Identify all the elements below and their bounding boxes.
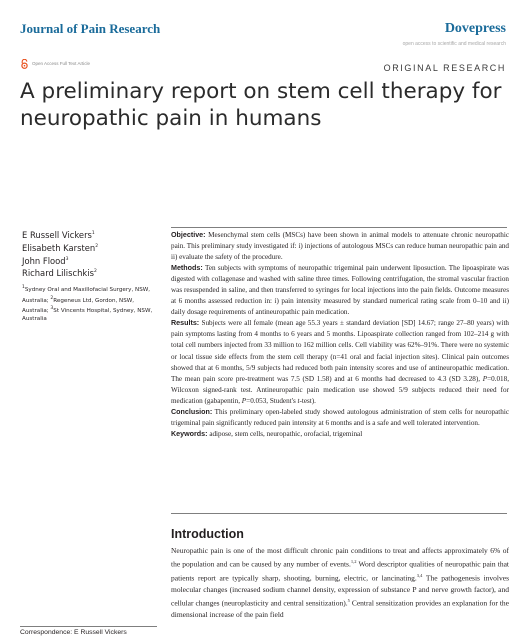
abstract [171, 230, 509, 440]
publisher-tagline: open access to scientific and medical research [402, 41, 506, 47]
affiliation-text: $^1$Sydney Oral and Maxillofacial Surgery, NSW, Australia; $^2$Regeneus Ltd, Gordon, NSW, Australia; $^3$St Vincents Hospital, Sydney, NSW, Australia [22, 285, 153, 322]
citation-ref: 3,4 [416, 572, 423, 578]
introduction-paragraph: Neuropathic pain is one of the most difficult chronic pain conditions to treat and affects approximately 6% of the population and can be caused by any number of events.$^{1,2}$ Word descriptor qualities of neuropathic pain that patients report are typically sharp, shooting, burning, electric, or lancinating.$^{3,4}$ The pathogenesis involves molecular changes (increased sodium channel density, expression of substance P and nerve growth factor), and cellular changes (neuroplasticity and central sensitization).$^5$ Central sensitization provides an explanation for the dimensional increase of the pain field [171, 546, 509, 619]
article-type-label: ORIGINAL RESEARCH [383, 63, 506, 73]
author-name: Richard Lilischkis$^2$ [22, 268, 97, 279]
section-heading: Introduction [171, 527, 244, 541]
abstract-conclusion: Conclusion: This preliminary open-labeled study showed autologous administration of stem cells for neuropathic trigeminal pain significantly reduced pain intensity at 6 months and is a safe and well tolerated intervention. [171, 407, 510, 427]
author-name: E Russell Vickers$^1$ [22, 229, 95, 240]
open-access-label: Open Access Full Text Article [32, 61, 90, 66]
citation-ref: 5 [347, 597, 350, 603]
abstract-results: Results: Subjects were all female (mean age 55.3 years ± standard deviation [SD] 14.67; range 27–80 years) with pain symptoms lasting from 4 months to 6 years and 5 months. Lipoaspirate collection ranged from 102–214 g with total cell numbers injected from 33 million to 162 million cells. Cell viability was 62%–91%. There were no systemic or local tissue side effects from the stem cell therapy (n=41 oral and facial injection sites). Clinical pain outcomes showed that at 6 months, 5/9 subjects had reduced both pain intensity scores and use of antineuropathic medication. The mean pain score pre-treatment was 7.5 (SD 1.58) and at 6 months had decreased to 4.3 (SD 3.28), P=0.018, Wilcoxon signed-rank test. Antineuropathic pain medication use showed 5/9 subjects reduced their need for medication (gabapentin, P=0.053, Student's t-test). [171, 319, 509, 405]
author-name: John Flood$^3$ [22, 255, 69, 266]
abstract-bottom-rule [171, 513, 507, 514]
footnote-rule [20, 626, 157, 627]
abstract-methods: Methods: Ten subjects with symptoms of neuropathic trigeminal pain underwent liposuction. The lipoaspirate was digested with collagenase and washed with saline three times. Following centrifugation, the stromal vascular fraction was resuspended in saline, and then transferred to syringes for local injections into the pain fields. Outcome measures at 6 months assessed reduction in: i) pain intensity measured by standard numerical rating scale from 0–10 and ii) daily dosage requirements of antineuropathic pain medication. [171, 264, 510, 317]
correspondence-note: Correspondence: E Russell Vickers [20, 629, 127, 636]
author-name: Elisabeth Karsten$^2$ [22, 242, 99, 253]
abstract-top-rule [171, 227, 507, 228]
open-access-lock-icon [20, 59, 29, 69]
citation-ref: 1,2 [350, 559, 357, 565]
author-block [22, 228, 157, 323]
journal-name: Journal of Pain Research [20, 21, 161, 36]
article-title: A preliminary report on stem cell therapy for neuropathic pain in humans [20, 79, 502, 131]
publisher-logo: Dovepress [444, 21, 506, 36]
abstract-keywords: Keywords: adipose, stem cells, neuropathic, orofacial, trigeminal [171, 429, 363, 438]
abstract-objective: Objective: Mesenchymal stem cells (MSCs) have been shown in animal models to attenuate chronic neuropathic pain. This preliminary study investigated if: i) injections of autologous MSCs can reduce human neuropathic pain and ii) evaluate the safety of the procedure. [171, 231, 510, 262]
affiliations [22, 284, 157, 323]
